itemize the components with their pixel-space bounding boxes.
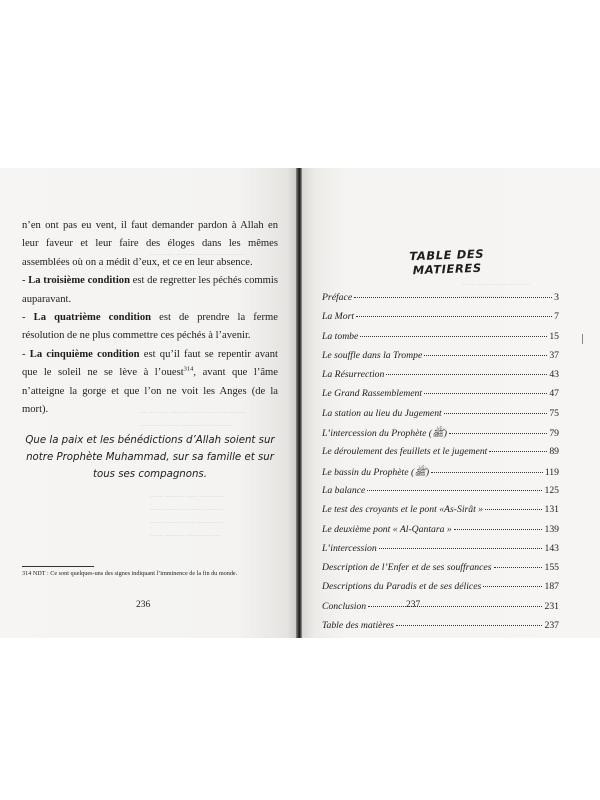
toc-entry-page: 7 xyxy=(554,311,559,323)
bleed-through-text: ـــــــــ ـــ ـــــــــ ـــــــ ــــــــــ xyxy=(140,419,232,428)
open-book xyxy=(0,168,600,638)
paragraph-4-text: est qu’il faut se repentir avant que le soleil ne se lève à l’ouest xyxy=(22,348,278,379)
bleed-through-text: ــ ـــــــــــ ـــ xyxy=(462,290,504,299)
dot-leader xyxy=(354,297,552,298)
toc-entry-title: Description de l’Enfer et de ses souffrances xyxy=(322,562,492,574)
toc-entry-page: 139 xyxy=(544,523,559,535)
toc-entry-title: La Mort xyxy=(322,311,355,323)
toc-entry-title: Le bassin du Prophète (ﷺ) xyxy=(322,466,430,478)
toc-entry xyxy=(322,601,559,620)
body-text xyxy=(22,217,278,419)
paragraph-4 xyxy=(22,346,278,420)
dot-leader xyxy=(396,625,543,626)
dot-leader xyxy=(494,567,543,568)
bleed-through-text: ـــــــــــ ـــــ ـــــــــ ـــــ xyxy=(150,516,223,525)
toc-entry-title: La Résurrection xyxy=(322,369,385,381)
toc-entry-title: L’intercession xyxy=(322,542,377,554)
dot-leader xyxy=(454,529,543,530)
right-page-number: 237 xyxy=(406,600,421,610)
toc-heading: TABLE DES MATIERES xyxy=(409,246,485,278)
dot-leader xyxy=(367,490,542,491)
toc-entry xyxy=(322,504,559,523)
paragraph-1 xyxy=(22,217,278,272)
dot-leader xyxy=(379,548,543,549)
toc-entry xyxy=(322,485,559,504)
margin-pencil-mark xyxy=(582,334,583,344)
toc-entry-page: 75 xyxy=(549,407,559,419)
toc-entry xyxy=(322,562,559,581)
condition-label-3: La troisième condition xyxy=(28,275,130,287)
dot-leader xyxy=(431,472,543,473)
toc-entry xyxy=(322,543,559,562)
footnote: 314 NDT : Ce sont quelques-uns des signes indiquant l’imminence de la fin du monde. xyxy=(22,570,238,577)
toc-entry-title: La balance xyxy=(322,484,366,496)
dot-leader xyxy=(489,451,547,452)
toc-entry-page: 89 xyxy=(549,446,559,458)
dot-leader xyxy=(485,509,542,510)
toc-entry-page: 3 xyxy=(554,292,559,303)
bleed-through-text: ـــــــــــ ـــــ ـــــــــ ــــــ xyxy=(150,490,225,499)
toc-entry-page: 125 xyxy=(544,484,559,496)
toc-entry-page: 119 xyxy=(544,466,559,478)
toc-entry xyxy=(322,446,559,465)
toc-entry-page: 15 xyxy=(549,330,559,342)
condition-label-5: La cinquième condition xyxy=(29,348,140,360)
toc-entry-page: 187 xyxy=(544,581,559,593)
paragraph-2 xyxy=(22,272,278,309)
toc-entry xyxy=(322,369,559,388)
toc-entry-title: Conclusion xyxy=(322,600,367,612)
toc-entry-page: 37 xyxy=(549,349,559,361)
toc-entry-page: 131 xyxy=(544,504,559,516)
toc-entry-title: Table des matières xyxy=(322,620,394,632)
dot-leader xyxy=(360,336,547,337)
toc-entry-title: Le deuxième pont « Al-Qantara » xyxy=(322,523,452,535)
toc-entry-page: 79 xyxy=(549,428,559,440)
toc-list xyxy=(322,292,559,638)
bleed-through-text: ـــــــــــــــــــــــــــــــ ـــــــــــ xyxy=(150,248,245,257)
toc-entry xyxy=(322,524,559,543)
toc-entry xyxy=(322,311,559,330)
left-page xyxy=(0,168,296,638)
toc-entry-title: La station au lieu du Jugement xyxy=(322,407,442,419)
bullet-dash: - xyxy=(22,275,29,287)
dot-leader xyxy=(449,433,547,434)
toc-entry-title: Descriptions du Paradis et de ses délices xyxy=(322,581,482,593)
bleed-through-text: ـــــــ ــــــ ـــــــــ ـــــــــ ـــــــــ ـــ xyxy=(140,406,245,415)
paragraph-2-text: est de regretter les péchés commis auparavant. xyxy=(22,275,278,305)
bullet-dash: - xyxy=(22,312,34,324)
toc-entry-page: 237 xyxy=(544,620,559,632)
paragraph-1-text: n’en ont pas eu vent, il faut demander pardon à Allah en leur faveur et leur faire des éloges dans les mêmes assemblées où on a médit d’eux, et ce en leur absence. xyxy=(22,220,278,268)
bleed-through-text: ـــــــ ـــــــــ ـــــــــ ـــــ xyxy=(150,503,223,512)
toc-entry xyxy=(322,466,559,485)
toc-entry-title: Le Grand Rassemblement xyxy=(322,388,423,400)
footnote-divider xyxy=(22,566,94,567)
dot-leader xyxy=(356,316,552,317)
toc-entry xyxy=(322,331,559,350)
toc-entry-title: L’intercession du Prophète (ﷺ) xyxy=(322,428,447,440)
paragraph-3-text: est de prendre la ferme résolution de ne plus commettre ces péchés à l’avenir. xyxy=(22,312,278,342)
right-page xyxy=(302,168,600,638)
toc-entry xyxy=(322,581,559,600)
toc-entry-page: 43 xyxy=(549,369,559,381)
dot-leader xyxy=(386,374,547,375)
footnote-reference: 314 xyxy=(183,365,194,373)
toc-entry-title: Le souffle dans la Trompe xyxy=(322,349,423,361)
dot-leader xyxy=(424,393,547,394)
toc-entry xyxy=(322,388,559,407)
dot-leader xyxy=(424,355,547,356)
toc-entry-page: 231 xyxy=(544,600,559,612)
bleed-through-text: ـــــ ـــــــــ ـــــــــ ــــــ xyxy=(150,529,220,538)
paragraph-4-text-after: , avant que l’âme n’atteigne la gorge et que l’on ne voit les Anges (de la mort). xyxy=(22,367,278,416)
toc-entry xyxy=(322,292,559,311)
left-page-number: 236 xyxy=(136,600,151,610)
paragraph-3 xyxy=(22,309,278,346)
bleed-through-text: ـــــــــ ـــــ ـــــــ ـــــ xyxy=(462,278,530,287)
toc-entry-page: 143 xyxy=(544,542,559,554)
toc-entry xyxy=(322,427,559,446)
condition-label-4: La quatrième condition xyxy=(33,312,152,324)
toc-entry xyxy=(322,620,559,638)
toc-entry-page: 47 xyxy=(549,388,559,400)
closing-blessing: Que la paix et les bénédictions d’Allah soient sur notre Prophète Muhammad, sur sa famille et sur tous ses compagnons. xyxy=(25,435,275,480)
toc-entry xyxy=(322,408,559,427)
dot-leader xyxy=(444,413,548,414)
dot-leader xyxy=(368,606,542,607)
dot-leader xyxy=(483,586,542,587)
toc-entry-title: Préface xyxy=(322,292,353,303)
bullet-dash: - xyxy=(22,348,30,360)
toc-entry-page: 155 xyxy=(544,562,559,574)
toc-entry-title: Le déroulement des feuillets et le jugement xyxy=(322,446,488,458)
toc-entry xyxy=(322,350,559,369)
toc-entry-title: Le test des croyants et le pont «As-Sirât » xyxy=(322,504,484,516)
toc-entry-title: La tombe xyxy=(322,330,359,342)
